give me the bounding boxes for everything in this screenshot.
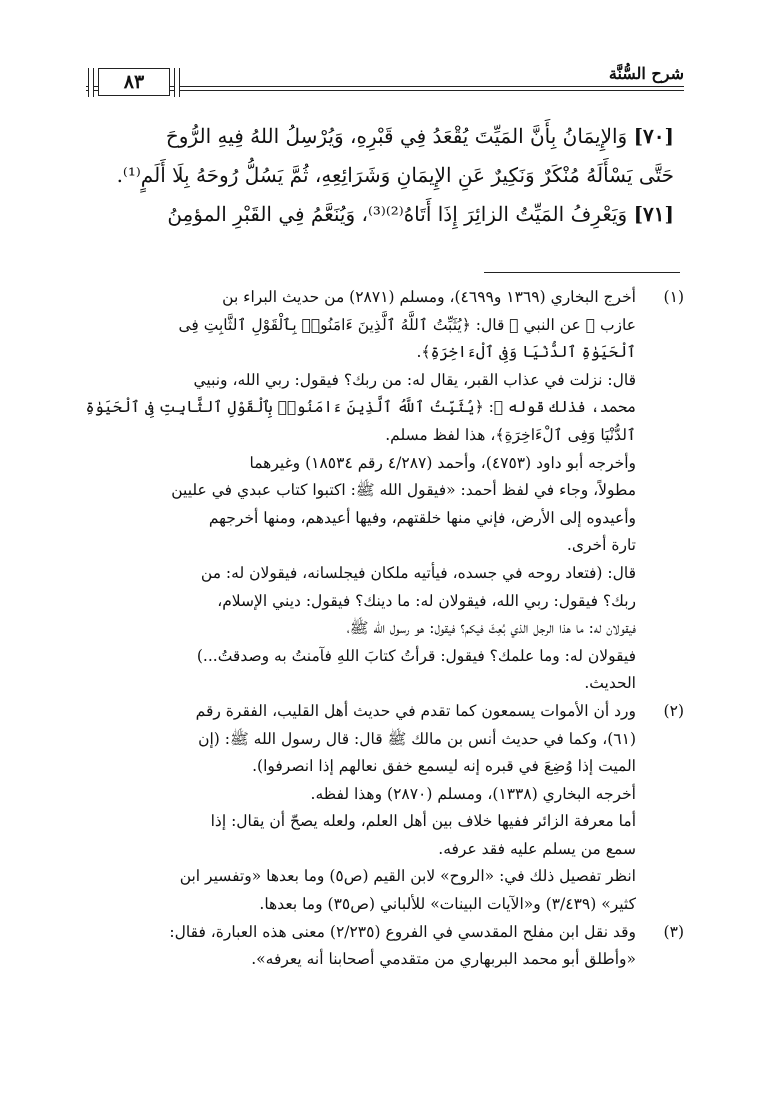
footnote-line: ورد أن الأموات يسمعون كما تقدم في حديث أهل القليب، الفقرة رقم [195,701,636,720]
footnote-1 [78,284,684,698]
footnotes [78,284,684,974]
footnote-line: فيقولان له: وما علمك؟ فيقول: قرأتُ كتابَ اللهِ فآمنتُ به وصدقتُ...) [196,646,636,665]
footnote-line: أخرج البخاري (١٣٦٩ و٤٦٩٩)، ومسلم (٢٨٧١) من حديث البراء بن [222,288,636,306]
footnote-line: ٱلْحَيَوٰةِ ٱلدُّنْيَا وَفِى ٱلْءَاخِرَةِ﴾. [416,343,636,362]
page-number: ٨٣ [98,68,170,96]
footnote-number: (٣) [663,922,684,941]
footnote-line: وقد نقل ابن مفلح المقدسي في الفروع (٢/٢٣٥) معنى هذه العبارة، فقال: [169,922,636,941]
footnote-line: أما معرفة الزائر ففيها خلاف بين أهل العلم، ولعله يصحّ أن يقال: إذا [210,812,636,831]
paragraph-number: [٧١] [633,202,674,226]
footnote-line: انظر تفصيل ذلك في: «الروح» لابن القيم (ص٥) وما بعدها «وتفسير ابن [179,867,636,886]
footnote-line: عازب ﷺ عن النبي ﷺ قال: ﴿يُثَبِّتُ ٱللَّهُ ٱلَّذِينَ ءَامَنُوا۟ بِٱلْقَوْلِ ٱلثَّابِتِ فِى [178,315,636,334]
footnote-line: الحديث. [584,674,636,693]
text-line: وَيَعْرِفُ المَيِّتُ الزائِرَ إِذَا أَتَاهُ⁽²⁾⁽³⁾، وَيُنَعَّمُ فِي القَبْرِ المؤمِنُ [167,202,628,226]
footnote-number: (٢) [663,701,684,720]
footnote-line: ربك؟ فيقول: ربي الله، فيقولان له: ما دينك؟ فيقول: ديني الإسلام، [217,591,636,610]
book-title: شرح السُّنَّة [608,64,684,83]
main-text [80,117,674,234]
footnote-body [78,919,636,974]
footnote-separator [484,272,680,273]
footnote-line: أخرجه البخاري (١٣٣٨)، ومسلم (٢٨٧٠) وهذا لفظه. [310,784,636,803]
footnote-body [78,284,636,698]
footnote-line: سمع من يسلم عليه فقد عرفه. [438,839,636,858]
paragraph-70 [80,117,674,156]
footnote-line: محمد، فذلك قوله ﷺ: ﴿يُثَبِّتُ ٱللَّهُ ٱلَّذِينَ ءَامَنُوا۟ بِٱلْقَوْلِ ٱلثَّابِتِ فِى ٱلْحَيَوٰةِ [85,398,636,417]
text-line: وَالإِيمَانُ بِأَنَّ المَيِّتَ يُقْعَدُ فِي قَبْرِهِ، وَيُرْسِلُ اللهُ فِيهِ الرُّوحَ [165,124,628,148]
text-line: حَتَّى يَسْأَلَهُ مُنْكَرٌ وَنَكِيرٌ عَنِ الإِيمَانِ وَشَرَائِعِهِ، ثُمَّ يَسُلُّ رُوحَهُ بِلَا أَلَمٍ⁽¹⁾. [116,163,674,187]
footnote-number: (١) [663,288,684,306]
paragraph-70-cont [80,156,674,195]
footnote-line: ٱلدُّنْيَا وَفِى ٱلْءَاخِرَةِ﴾، هذا لفظ مسلم. [385,425,636,444]
footnote-line: تارة أخرى. [566,536,636,555]
page-number-ornament [174,68,180,97]
footnote-body [78,698,636,919]
footnote-line: قال: نزلت في عذاب القبر، يقال له: من ربك؟ فيقول: ربي الله، ونبيي [193,370,636,389]
footnote-line: وأعيدوه إلى الأرض، فإني منها خلقتهم، وفيها أعيدهم، ومنها أخرجهم [208,508,636,527]
footnote-line: «وأطلق أبو محمد البربهاري من متقدمي أصحابنا أنه يعرفه». [251,950,636,969]
footnote-line: وأخرجه أبو داود (٤٧٥٣)، وأحمد (٤/٢٨٧ رقم ١٨٥٣٤) وغيرهما [249,453,636,472]
page-number-ornament [88,68,94,97]
page-header [86,62,684,98]
paragraph-71 [80,195,674,234]
paragraph-number: [٧٠] [633,124,674,148]
footnote-line: قال: (فتعاد روحه في جسده، فيأتيه ملكان فيجلسانه، فيقولان له: من [200,563,636,582]
footnote-line: مطولاً، وجاء في لفظ أحمد: «فيقول الله ﷺ: اكتبوا كتاب عبدي في عليين [171,481,636,500]
footnote-line: فيقولان له: ما هذا الرجل الذي بُعِثَ فيكم؟ فيقول: هو رسول الله ﷺ، [346,619,636,638]
footnote-3 [78,919,684,974]
footnote-line: كثير» (٣/٤٣٩) و«الآيات البينات» للألباني (ص٣٥) وما بعدها. [259,895,636,914]
footnote-2 [78,698,684,919]
footnote-line: الميت إذا وُضِعَ في قبره إنه ليسمع خفق نعالهم إذا انصرفوا). [252,757,636,776]
footnote-line: (٦١)، وكما في حديث أنس بن مالك ﷺ قال: قال رسول الله ﷺ: (إن [198,729,636,748]
